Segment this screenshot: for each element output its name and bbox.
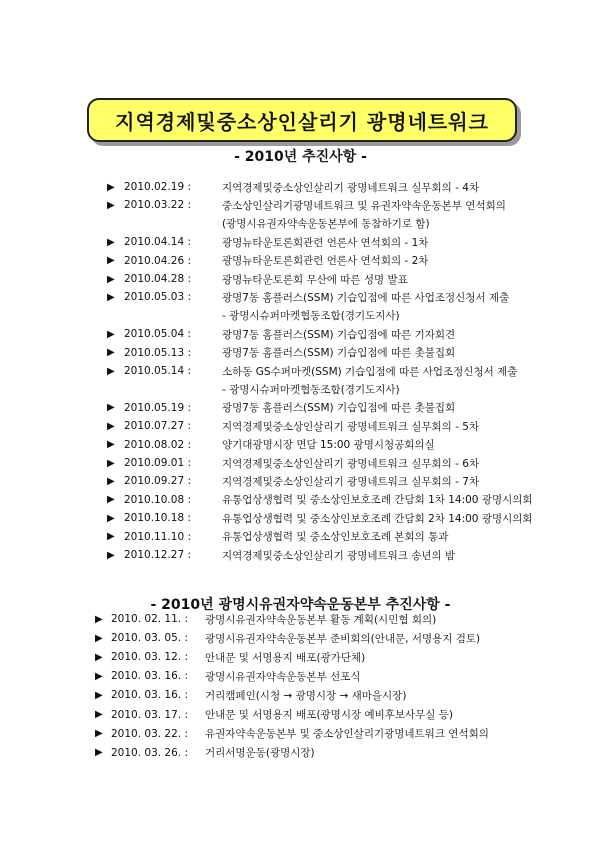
bullet-icon: ▶ bbox=[107, 328, 115, 340]
bullet-icon: ▶ bbox=[107, 549, 115, 561]
bullet-icon: ▶ bbox=[107, 420, 115, 432]
item-text: 광명시유권자약속운동본부 준비회의(안내문, 서명용지 검토) bbox=[205, 632, 481, 645]
item-date: 2010.05.13 : bbox=[124, 346, 191, 359]
bullet-icon: ▶ bbox=[107, 273, 115, 285]
item-text: 지역경제및중소상인살리기 광명네트워크 실무회의 - 6차 bbox=[222, 457, 480, 470]
item-date: 2010.07.27 : bbox=[124, 420, 191, 433]
item-text: 안내문 및 서명용지 배포(광가단체) bbox=[205, 651, 366, 664]
item-date: 2010.09.01 : bbox=[124, 457, 191, 469]
item-date: 2010.04.28 : bbox=[124, 273, 191, 285]
item-text-continuation: (광명시유권자약속운동본부에 동참하기로 함) bbox=[222, 218, 430, 231]
bullet-icon: ▶ bbox=[95, 632, 103, 644]
bullet-icon: ▶ bbox=[95, 613, 103, 625]
bullet-icon: ▶ bbox=[107, 347, 115, 359]
item-date: 2010.12.27 : bbox=[124, 549, 191, 561]
item-date: 2010. 03. 22. : bbox=[111, 727, 189, 740]
item-date: 2010. 03. 12. : bbox=[111, 651, 189, 664]
bullet-icon: ▶ bbox=[107, 291, 115, 303]
item-date: 2010. 03. 05. : bbox=[111, 632, 189, 645]
item-date: 2010.05.04 : bbox=[124, 328, 191, 341]
item-date: 2010.05.03 : bbox=[124, 291, 191, 304]
item-date: 2010.02.19 : bbox=[124, 181, 191, 193]
item-date: 2010.10.08 : bbox=[124, 493, 191, 506]
item-text: 광명시유권자약속운동본부 선포식 bbox=[205, 670, 361, 683]
item-date: 2010.08.02 : bbox=[124, 438, 191, 451]
item-text: 광명7동 홈플러스(SSM) 기습입점에 따른 사업조정신청서 제출 bbox=[222, 291, 510, 304]
item-text: 안내문 및 서명용지 배포(광명시장 예비후보사무실 등) bbox=[205, 709, 454, 721]
item-text: 지역경제및중소상인살리기 광명네트워크 실무회의 - 4차 bbox=[222, 181, 480, 194]
item-date: 2010.04.26 : bbox=[124, 254, 191, 267]
item-text: 광명7동 홈플러스(SSM) 기습입점에 따른 기자회견 bbox=[222, 328, 456, 341]
item-text: 거리서명운동(광명시장) bbox=[205, 747, 315, 760]
bullet-icon: ▶ bbox=[95, 709, 103, 720]
item-date: 2010.09.27 : bbox=[124, 475, 191, 488]
bullet-icon: ▶ bbox=[107, 475, 115, 487]
item-date: 2010. 03. 26. : bbox=[111, 746, 189, 759]
item-date: 2010.10.18 : bbox=[124, 512, 191, 525]
item-text: 중소상인살리기광명네트워크 및 유권자약속운동본부 연석회의 bbox=[222, 199, 506, 212]
item-text: 광명뉴타운토론회관련 언론사 연석회의 - 1차 bbox=[222, 236, 429, 249]
bullet-icon: ▶ bbox=[107, 439, 115, 451]
item-text-continuation: - 광명시슈퍼마켓협동조합(경기도지사) bbox=[222, 310, 400, 323]
item-text: 광명뉴타운토론회관련 언론사 연석회의 - 2차 bbox=[222, 255, 429, 268]
item-date: 2010.05.19 : bbox=[124, 401, 191, 414]
bullet-icon: ▶ bbox=[107, 512, 115, 524]
bullet-icon: ▶ bbox=[107, 457, 115, 469]
bullet-icon: ▶ bbox=[95, 670, 103, 682]
item-text: 광명7동 홈플러스(SSM) 기습입점에 따른 촛불집회 bbox=[222, 402, 456, 415]
item-text-continuation: - 광명시슈퍼마켓협동조합(경기도지사) bbox=[222, 383, 400, 396]
item-text: 지역경제및중소상인살리기 광명네트워크 실무회의 - 5차 bbox=[222, 420, 480, 433]
bullet-icon: ▶ bbox=[107, 402, 115, 414]
bullet-icon: ▶ bbox=[107, 365, 115, 377]
item-date: 2010. 03. 16. : bbox=[111, 689, 189, 702]
item-date: 2010. 03. 17. : bbox=[111, 708, 189, 721]
bullet-icon: ▶ bbox=[107, 531, 115, 543]
item-text: 양기대광명시장 면담 15:00 광명시청공회의실 bbox=[222, 439, 435, 452]
item-text: 거리캠페인(시청 → 광명시장 → 새마을시장) bbox=[205, 689, 407, 702]
bullet-icon: ▶ bbox=[107, 236, 115, 248]
item-text: 광명뉴타운토론회 무산에 따른 성명 발표 bbox=[222, 273, 408, 286]
item-text: 유권자약속운동본부 및 중소상인살리기광명네트워크 연석회의 bbox=[205, 728, 489, 741]
item-text: 지역경제및중소상인살리기 광명네트워크 송년의 밤 bbox=[222, 549, 456, 562]
item-date: 2010. 03. 16. : bbox=[111, 670, 189, 683]
bullet-icon: ▶ bbox=[95, 651, 103, 663]
item-text: 광명7동 홈플러스(SSM) 기습입점에 따른 촛불집회 bbox=[222, 347, 456, 360]
item-date: 2010.03.22 : bbox=[124, 199, 191, 212]
bullet-icon: ▶ bbox=[95, 747, 103, 759]
section1-heading: - 2010년 추진사항 - bbox=[234, 149, 367, 165]
item-text: 유통업상생협력 및 중소상인보호조례 간담회 2차 14:00 광명시의회 bbox=[222, 512, 533, 525]
item-date: 2010. 02. 11. : bbox=[111, 613, 189, 625]
item-date: 2010.11.10 : bbox=[124, 530, 191, 543]
item-date: 2010.05.14 : bbox=[124, 365, 191, 377]
item-text: 광명시유권자약속운동본부 활동 계획(시민협 회의) bbox=[205, 613, 437, 626]
bullet-icon: ▶ bbox=[107, 181, 115, 193]
document-title: 지역경제및중소상인살리기 광명네트워크 bbox=[87, 98, 517, 142]
bullet-icon: ▶ bbox=[107, 255, 115, 267]
bullet-icon: ▶ bbox=[95, 689, 103, 701]
item-date: 2010.04.14 : bbox=[124, 236, 191, 249]
section2-heading: - 2010년 광명시유권자약속운동본부 추진사항 - bbox=[150, 597, 451, 613]
bullet-icon: ▶ bbox=[107, 199, 115, 211]
item-text: 유통업상생협력 및 중소상인보호조례 간담회 1차 14:00 광명시의회 bbox=[222, 494, 533, 507]
bullet-icon: ▶ bbox=[107, 494, 115, 506]
bullet-icon: ▶ bbox=[95, 728, 103, 740]
item-text: 유통업상생협력 및 중소상인보호조례 본회의 통과 bbox=[222, 531, 449, 544]
item-text: 소하동 GS수퍼마켓(SSM) 기습입점에 따른 사업조정신청서 제출 bbox=[222, 365, 518, 378]
item-text: 지역경제및중소상인살리기 광명네트워크 실무회의 - 7차 bbox=[222, 475, 480, 488]
